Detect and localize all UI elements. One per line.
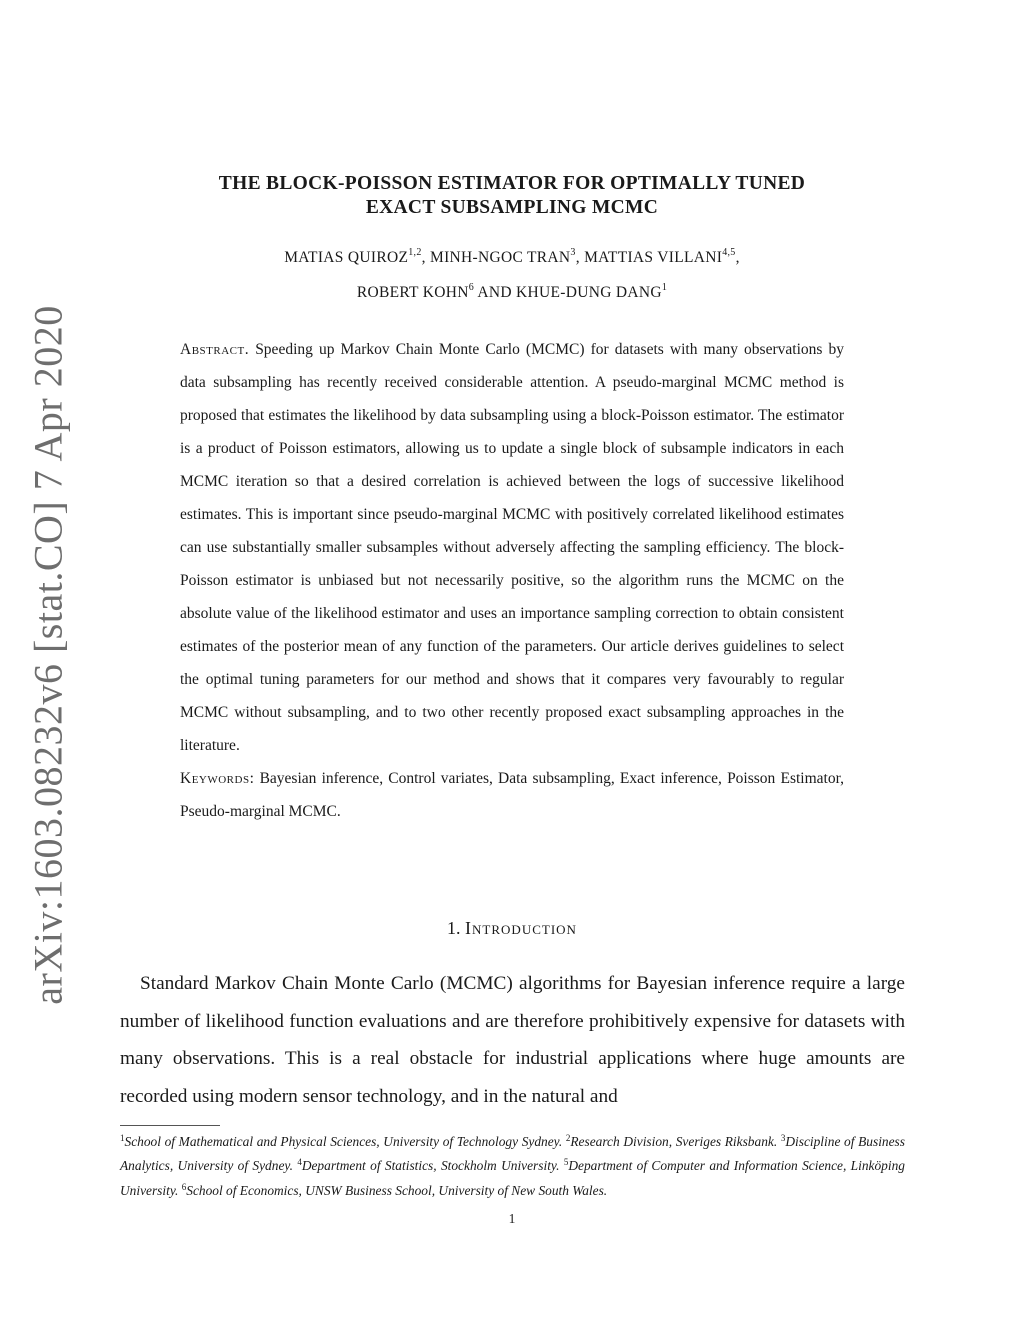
abstract-paragraph [180,333,844,762]
footnote-text: Discipline of Business Analytics, University of Sydney. [120,1134,905,1174]
footnote-marker: 5 [563,1157,569,1168]
footnote-text: School of Mathematical and Physical Sciences, University of Technology Sydney. [124,1134,563,1149]
footnote-text: Research Division, Sveriges Riksbank. [570,1134,778,1149]
footnote-text: Department of Computer and Information Science, Linköping University. [120,1158,905,1198]
author-line-1: MATIAS QUIROZ$^{1,2}$, MINH-NGOC TRAN$^3$, MATTIAS VILLANI$^{4,5}$, [284,247,740,266]
author-affiliation-sup: 1,2 [408,247,422,258]
section-number: 1. [447,918,461,938]
page-number: 1 [508,1211,516,1226]
intro-paragraph: Standard Markov Chain Monte Carlo (MCMC) algorithms for Bayesian inference require a large number of likelihood function evaluations and are therefore prohibitively expensive for datasets with many observations. This is a real obstacle for industrial applications where huge amounts are recorded using modern sensor technology, and in the natural and [120,973,905,1107]
title-line-2: EXACT SUBSAMPLING MCMC [365,197,659,218]
author-name: MINH-NGOC TRAN [430,249,571,266]
abstract-block [180,333,844,828]
footnotes-block [120,1128,905,1201]
keywords-text: Bayesian inference, Control variates, Data subsampling, Exact inference, Poisson Estimator, Pseudo-marginal MCMC. [180,770,845,820]
author-name: MATIAS QUIROZ [284,249,409,266]
author-affiliation-sup: 6 [468,282,475,293]
footnote-text: Department of Statistics, Stockholm University. [301,1158,560,1174]
section-heading-introduction [120,918,904,939]
footnote-marker: 4 [297,1157,302,1168]
footnote-marker: 3 [780,1133,786,1143]
abstract-text: Speeding up Markov Chain Monte Carlo (MCMC) for datasets with many observations by data subsampling has recently received considerable attention. A pseudo-marginal MCMC method is proposed that estimates the likelihood by data subsampling using a block-Poisson estimator. The estimator is a product of Poisson estimators, allowing us to update a single block of subsample indicators in each MCMC iteration so that a desired correlation is achieved between the logs of successive likelihood estimates. This is important since pseudo-marginal MCMC with positively correlated likelihood estimates can use substantially smaller subsamples without adversely affecting the sampling efficiency. The block-Poisson estimator is unbiased but not necessarily positive, so the algorithm runs the MCMC on the absolute value of the likelihood estimator and uses an importance sampling correction to obtain consistent estimates of the posterior mean of any function of the parameters. Our article derives guidelines to select the optimal tuning parameters for our method and shows that it compares very favourably to regular MCMC without subsampling, and to two other recently proposed exact subsampling approaches in the literature. [180,341,844,754]
introduction-body [120,965,905,1115]
footnote-marker: 1 [120,1133,125,1143]
author-name: ROBERT KOHN [356,284,469,301]
author-affiliation-sup: 3 [570,247,576,258]
title-line-1: THE BLOCK-POISSON ESTIMATOR FOR OPTIMALLY TUNED [218,173,806,194]
arxiv-sidebar-identifier [18,305,78,1005]
keywords-paragraph [180,762,844,828]
author-line-2 [120,282,904,302]
footnote-marker: 2 [565,1133,571,1143]
author-name: MATTIAS VILLANI [584,249,723,266]
paper-title [120,172,904,220]
abstract-label: Abstract. [180,341,250,358]
footnote-rule [120,1125,220,1126]
arxiv-id-text: arXiv:1603.08232v6 [stat.CO] 7 Apr 2020 [25,305,71,1005]
author-affiliation-sup: 4,5 [722,247,736,258]
author-name: KHUE-DUNG DANG [516,284,662,301]
keywords-label: Keywords: [180,770,255,787]
author-conjunction: AND [477,284,512,301]
footnote-text: School of Economics, UNSW Business School, University of New South Wales. [186,1182,608,1198]
footnote-marker: 6 [181,1181,187,1192]
section-title: Introduction [465,918,577,938]
author-affiliation-sup: 1 [661,282,668,293]
